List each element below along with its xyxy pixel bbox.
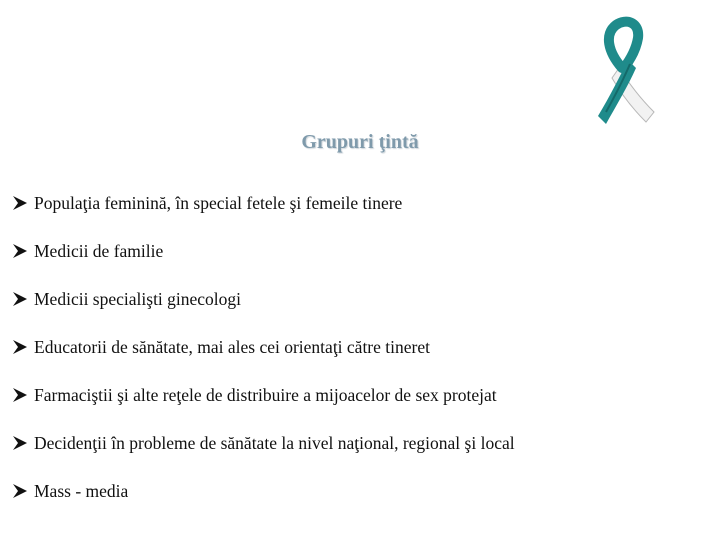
list-item-text: Mass - media bbox=[34, 480, 129, 501]
arrowhead-bullet-icon bbox=[12, 435, 28, 451]
awareness-ribbon-icon bbox=[582, 16, 662, 128]
list-item-text: Medicii specialişti ginecologi bbox=[34, 288, 242, 309]
list-item bbox=[12, 188, 515, 218]
list-item-text: Medicii de familie bbox=[34, 240, 164, 261]
slide-title: Grupuri ţintă bbox=[301, 131, 419, 153]
list-item-text: Farmaciştii şi alte reţele de distribuire a mijoacelor de sex protejat bbox=[34, 384, 497, 405]
list-item bbox=[12, 476, 515, 506]
list-item-text: Populaţia feminină, în special fetele şi femeile tinere bbox=[34, 192, 403, 213]
list-item bbox=[12, 428, 515, 458]
list-item-text: Decidenţii în probleme de sănătate la nivel naţional, regional şi local bbox=[34, 432, 515, 453]
arrowhead-bullet-icon bbox=[12, 291, 28, 307]
arrowhead-bullet-icon bbox=[12, 243, 28, 259]
list-item bbox=[12, 236, 515, 266]
list-item bbox=[12, 284, 515, 314]
arrowhead-bullet-icon bbox=[12, 387, 28, 403]
arrowhead-bullet-icon bbox=[12, 195, 28, 211]
list-item bbox=[12, 332, 515, 362]
list-item bbox=[12, 380, 515, 410]
arrowhead-bullet-icon bbox=[12, 339, 28, 355]
target-groups-list bbox=[12, 188, 515, 524]
arrowhead-bullet-icon bbox=[12, 483, 28, 499]
list-item-text: Educatorii de sănătate, mai ales cei orientaţi către tineret bbox=[34, 336, 430, 357]
